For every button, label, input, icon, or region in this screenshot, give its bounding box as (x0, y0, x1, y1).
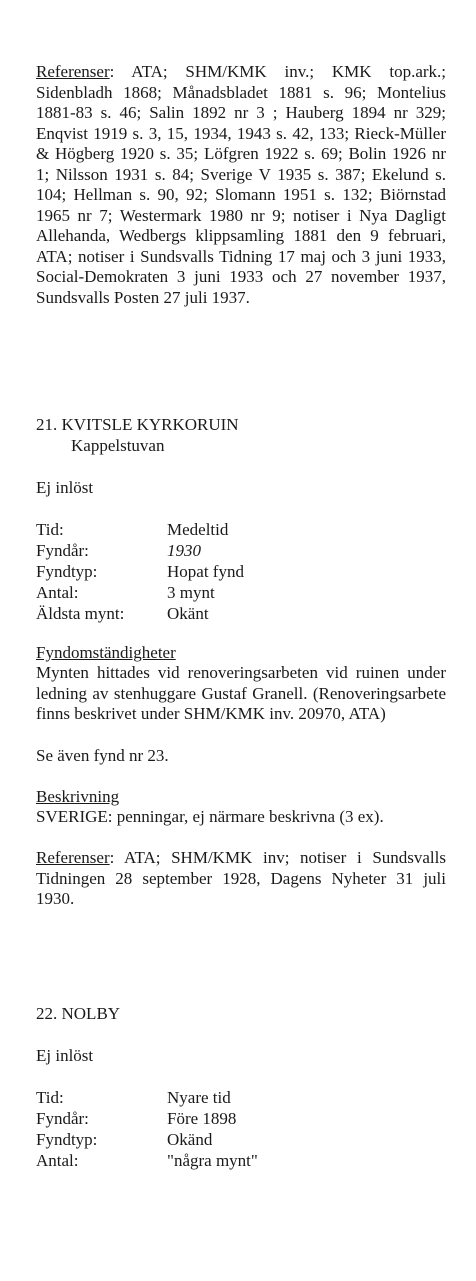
fact-key: Tid: (36, 520, 64, 539)
fact-key: Äldsta mynt: (36, 604, 125, 623)
find-21-title: 21. KVITSLE KYRKORUIN (36, 415, 239, 434)
references-paragraph (36, 62, 446, 308)
fact-key: Antal: (36, 1150, 79, 1170)
fact-row (36, 540, 244, 561)
find-21-references (36, 848, 446, 910)
find-21-status: Ej inlöst (36, 478, 94, 497)
document-page (36, 62, 446, 1171)
find-22-facts-table (36, 1087, 258, 1171)
circumstances-heading: Fyndomständigheter (36, 643, 176, 662)
find-22-status: Ej inlöst (36, 1045, 94, 1065)
fact-value: Medeltid (167, 520, 229, 539)
fact-row (36, 582, 244, 603)
fact-key: Fyndtyp: (36, 1129, 98, 1149)
fact-row (36, 603, 244, 624)
description-text: SVERIGE: penningar, ej närmare beskrivna (3 ex). (36, 806, 384, 826)
fact-row (36, 561, 244, 582)
fact-value: Okänd (167, 1129, 213, 1149)
description-heading: Beskrivning (36, 786, 120, 806)
fact-key: Fyndår: (36, 1108, 89, 1128)
find-21-subtitle: Kappelstuvan (71, 436, 165, 455)
references-label: Referenser (36, 62, 110, 81)
fact-key: Antal: (36, 583, 79, 602)
references-text: : ATA; SHM/KMK inv.; KMK top.ark.; Sidenbladh 1868; Månadsbladet 1881 s. 96; Montelius 1881-83 s. 46; Salin 1892 nr 3 ; Hauberg 1894 nr 329; Enqvist 1919 s. 3, 15, 1934, 1943 s. 42, 133; Rieck-Müller & Högberg 1920 s. 35; Löfgren 1922 s. 69; Bolin 1926 nr 1; Nilsson 1931 s. 84; Sverige V 1935 s. 387; Ekelund s. 104; Hellman s. 90, 92; Slomann 1951 s. 132; Biörnstad 1965 nr 7; Westermark 1980 nr 9; notiser i Nya Dagligt Allehanda, Wedbergs klippsamling 1881 den 9 februari, ATA; notiser i Sundsvalls Tidning 17 maj och 3 juni 1933, Social-Demokraten 3 juni 1933 och 27 november 1937, Sundsvalls Posten 27 juli 1937. (36, 62, 446, 307)
fact-value: Före 1898 (167, 1108, 237, 1128)
fact-value: 1930 (167, 541, 201, 560)
fact-value: "några mynt" (167, 1150, 258, 1170)
find-21-facts-table (36, 519, 244, 624)
references-label: Referenser (36, 848, 110, 867)
fact-row (36, 1150, 258, 1171)
fact-key: Tid: (36, 1087, 64, 1107)
fact-row (36, 519, 244, 540)
fact-row (36, 1087, 258, 1108)
see-also-note: Se även fynd nr 23. (36, 745, 169, 765)
circumstances-text: Mynten hittades vid renoveringsarbeten vid ruinen under ledning av stenhuggare Gustaf Granell. (Renoveringsarbete finns beskrivet under SHM/KMK inv. 20970, ATA) (36, 663, 446, 723)
fact-value: Okänt (167, 604, 209, 623)
fact-row (36, 1129, 258, 1150)
fact-row (36, 1108, 258, 1129)
fact-value: Hopat fynd (167, 562, 244, 581)
find-22-title: 22. NOLBY (36, 1003, 121, 1023)
references-text: : ATA; SHM/KMK inv; notiser i Sundsvalls Tidningen 28 september 1928, Dagens Nyheter 31 juli 1930. (36, 848, 446, 908)
fact-key: Fyndtyp: (36, 562, 98, 581)
fact-value: 3 mynt (167, 583, 215, 602)
fact-value: Nyare tid (167, 1087, 231, 1107)
fact-key: Fyndår: (36, 541, 89, 560)
